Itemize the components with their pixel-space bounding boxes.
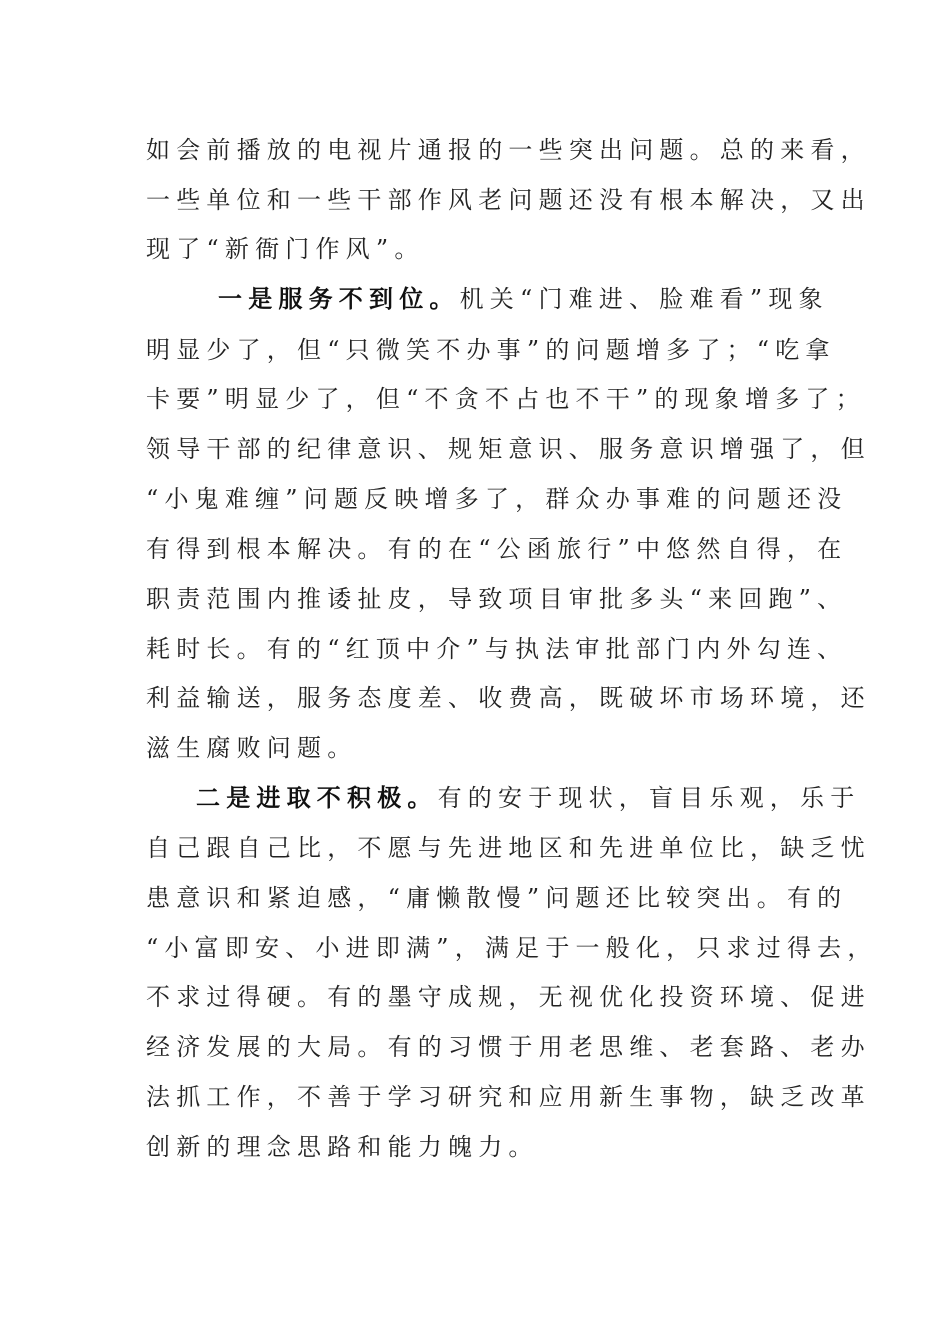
body-text-line: 利益输送，服务态度差、收费高，既破坏市场环境，还 bbox=[146, 684, 871, 712]
body-text-line: 职责范围内推诿扯皮，导致项目审批多头“来回跑”、 bbox=[146, 585, 848, 613]
body-text-line: “小富即安、小进即满”，满足于一般化，只求过得去， bbox=[146, 934, 878, 962]
paragraph-1-first-line bbox=[218, 281, 848, 317]
body-text-line: 滋生腐败问题。 bbox=[146, 734, 358, 762]
body-text-line: 创新的理念思路和能力魄力。 bbox=[146, 1133, 539, 1161]
paragraph-1-lead-text: 机关“门难进、脸难看”现象 bbox=[459, 285, 829, 313]
body-text-line: 不求过得硬。有的墨守成规，无视优化投资环境、促进 bbox=[146, 983, 871, 1011]
body-text-line: 现了“新衙门作风”。 bbox=[146, 235, 425, 263]
body-text-line: 自己跟自己比，不愿与先进地区和先进单位比，缺乏忧 bbox=[146, 834, 871, 862]
body-text-line: 耗时长。有的“红顶中介”与执法审批部门内外勾连、 bbox=[146, 635, 848, 663]
body-text-line: 法抓工作，不善于学习研究和应用新生事物，缺乏改革 bbox=[146, 1083, 871, 1111]
body-text-line: 一些单位和一些干部作风老问题还没有根本解决，又出 bbox=[146, 186, 871, 214]
body-text-line: 领导干部的纪律意识、规矩意识、服务意识增强了，但 bbox=[146, 435, 871, 463]
body-text-line: 如会前播放的电视片通报的一些突出问题。总的来看， bbox=[146, 136, 871, 164]
paragraph-1-heading: 一是服务不到位。 bbox=[218, 284, 460, 313]
paragraph-2-lead-text: 有的安于现状，盲目乐观，乐于 bbox=[437, 784, 861, 812]
body-text-line: 经济发展的大局。有的习惯于用老思维、老套路、老办 bbox=[146, 1033, 871, 1061]
body-text-line: 卡要”明显少了，但“不贪不占也不干”的现象增多了； bbox=[146, 385, 866, 413]
body-text-line: 明显少了，但“只微笑不办事”的问题增多了；“吃拿 bbox=[146, 336, 836, 364]
body-text-line: 患意识和紧迫感，“庸懒散慢”问题还比较突出。有的 bbox=[146, 884, 848, 912]
paragraph-2-heading: 二是进取不积极。 bbox=[196, 783, 438, 812]
paragraph-2-first-line bbox=[196, 780, 861, 816]
body-text-line: “小鬼难缠”问题反映增多了，群众办事难的问题还没 bbox=[146, 485, 848, 513]
body-text-line: 有得到根本解决。有的在“公函旅行”中悠然自得，在 bbox=[146, 535, 848, 563]
